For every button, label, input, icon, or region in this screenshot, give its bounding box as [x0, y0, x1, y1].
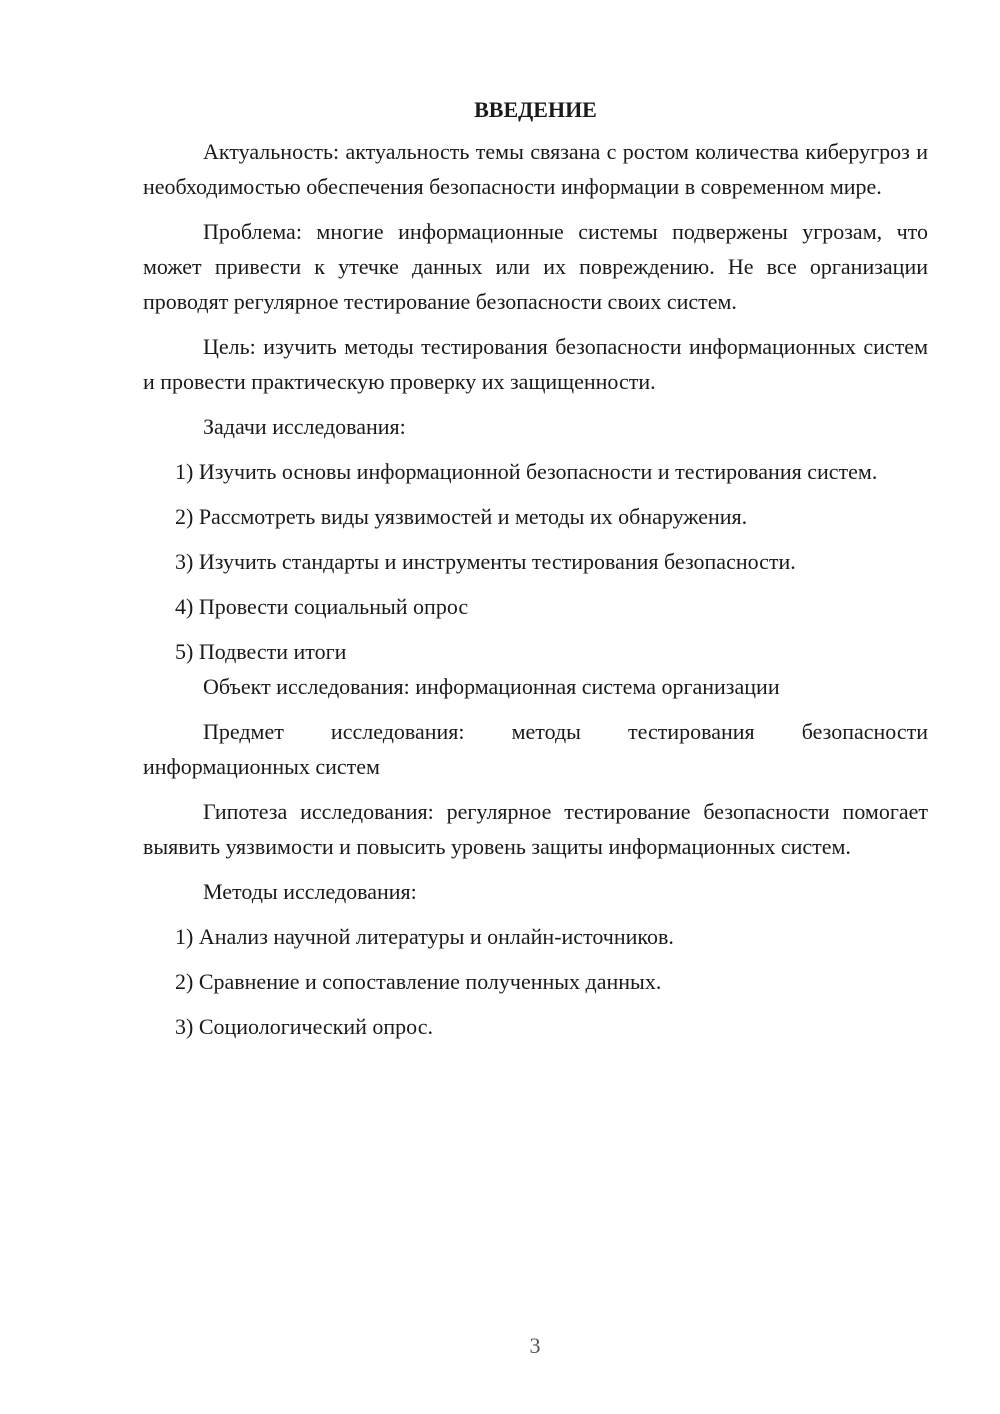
page-number: 3 [529, 1333, 541, 1358]
goal-paragraph: Цель: изучить методы тестирования безопасности информационных систем и провести практическую проверку их защищенности. [143, 334, 928, 394]
task-item: 3) Изучить стандарты и инструменты тестирования безопасности. [175, 549, 796, 574]
method-item: 3) Социологический опрос. [175, 1014, 433, 1039]
task-item: 1) Изучить основы информационной безопасности и тестирования систем. [175, 459, 878, 484]
tasks-heading: Задачи исследования: [203, 414, 406, 439]
subject-paragraph: Предмет исследования: методы тестирования безопасности информационных систем [143, 719, 928, 779]
method-item: 1) Анализ научной литературы и онлайн-источников. [175, 924, 674, 949]
method-item: 2) Сравнение и сопоставление полученных данных. [175, 969, 662, 994]
problem-paragraph: Проблема: многие информационные системы подвержены угрозам, что может привести к утечке данных или их повреждению. Не все организации проводят регулярное тестирование безопасности своих систем. [143, 219, 928, 314]
document-body [143, 92, 928, 1054]
section-title: ВВЕДЕНИЕ [474, 97, 597, 122]
methods-heading: Методы исследования: [203, 879, 417, 904]
task-item: 5) Подвести итоги [175, 639, 347, 664]
hypothesis-paragraph: Гипотеза исследования: регулярное тестирование безопасности помогает выявить уязвимости и повысить уровень защиты информационных систем. [143, 799, 928, 859]
task-item: 4) Провести социальный опрос [175, 594, 469, 619]
relevance-paragraph: Актуальность: актуальность темы связана с ростом количества киберугроз и необходимостью обеспечения безопасности информации в современном мире. [143, 139, 928, 199]
object-paragraph: Объект исследования: информационная система организации [203, 674, 780, 699]
task-item: 2) Рассмотреть виды уязвимостей и методы их обнаружения. [175, 504, 748, 529]
